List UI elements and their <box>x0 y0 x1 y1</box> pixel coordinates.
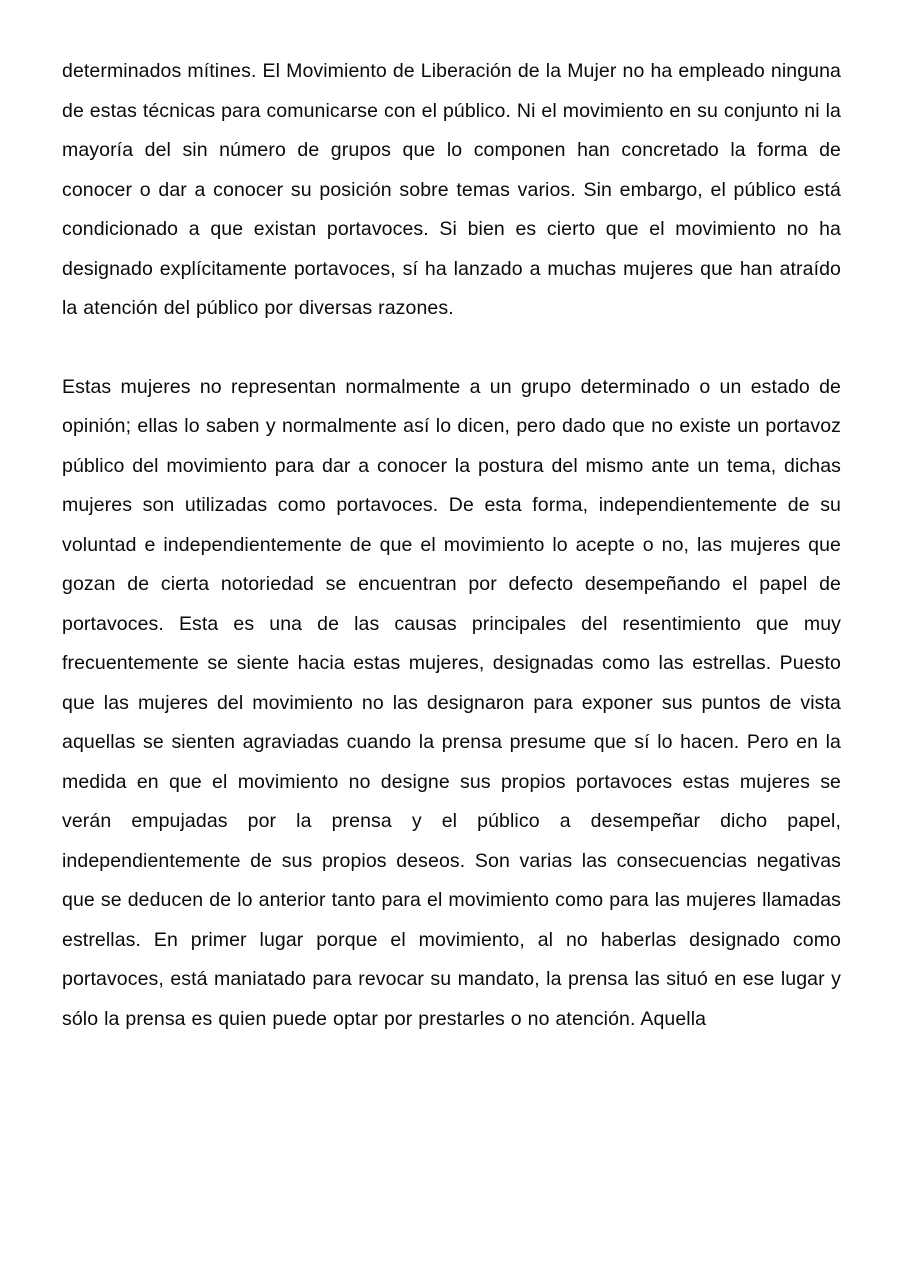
paragraph: Estas mujeres no representan normalmente a un grupo determinado o un estado de opinión; ellas lo saben y normalmente así lo dicen, pero dado que no existe un portavoz público del movimiento para dar a conocer la postura del mismo ante un tema, dichas mujeres son utilizadas como portavoces. De esta forma, independientemente de su voluntad e independientemente de que el movimiento lo acepte o no, las mujeres que gozan de cierta notoriedad se encuentran por defecto desempeñando el papel de portavoces. Esta es una de las causas principales del resentimiento que muy frecuentemente se siente hacia estas mujeres, designadas como las estrellas. Puesto que las mujeres del movimiento no las designaron para exponer sus puntos de vista aquellas se sienten agraviadas cuando la prensa presume que sí lo hacen. Pero en la medida en que el movimiento no designe sus propios portavoces estas mujeres se verán empujadas por la prensa y el público a desempeñar dicho papel, independientemente de sus propios deseos. Son varias las consecuencias negativas que se deducen de lo anterior tanto para el movimiento como para las mujeres llamadas estrellas. En primer lugar porque el movimiento, al no haberlas designado como portavoces, está maniatado para revocar su mandato, la prensa las situó en ese lugar y sólo la prensa es quien puede optar por prestarles o no atención. Aquella <box>62 375 841 1030</box>
paragraph: determinados mítines. El Movimiento de Liberación de la Mujer no ha empleado ninguna de estas técnicas para comunicarse con el público. Ni el movimiento en su conjunto ni la mayoría del sin número de grupos que lo componen han concretado la forma de conocer o dar a conocer su posición sobre temas varios. Sin embargo, el público está condicionado a que existan portavoces. Si bien es cierto que el movimiento no ha designado explícitamente portavoces, sí ha lanzado a muchas mujeres que han atraído la atención del público por diversas razones. <box>62 60 841 319</box>
document-body <box>62 52 841 1039</box>
